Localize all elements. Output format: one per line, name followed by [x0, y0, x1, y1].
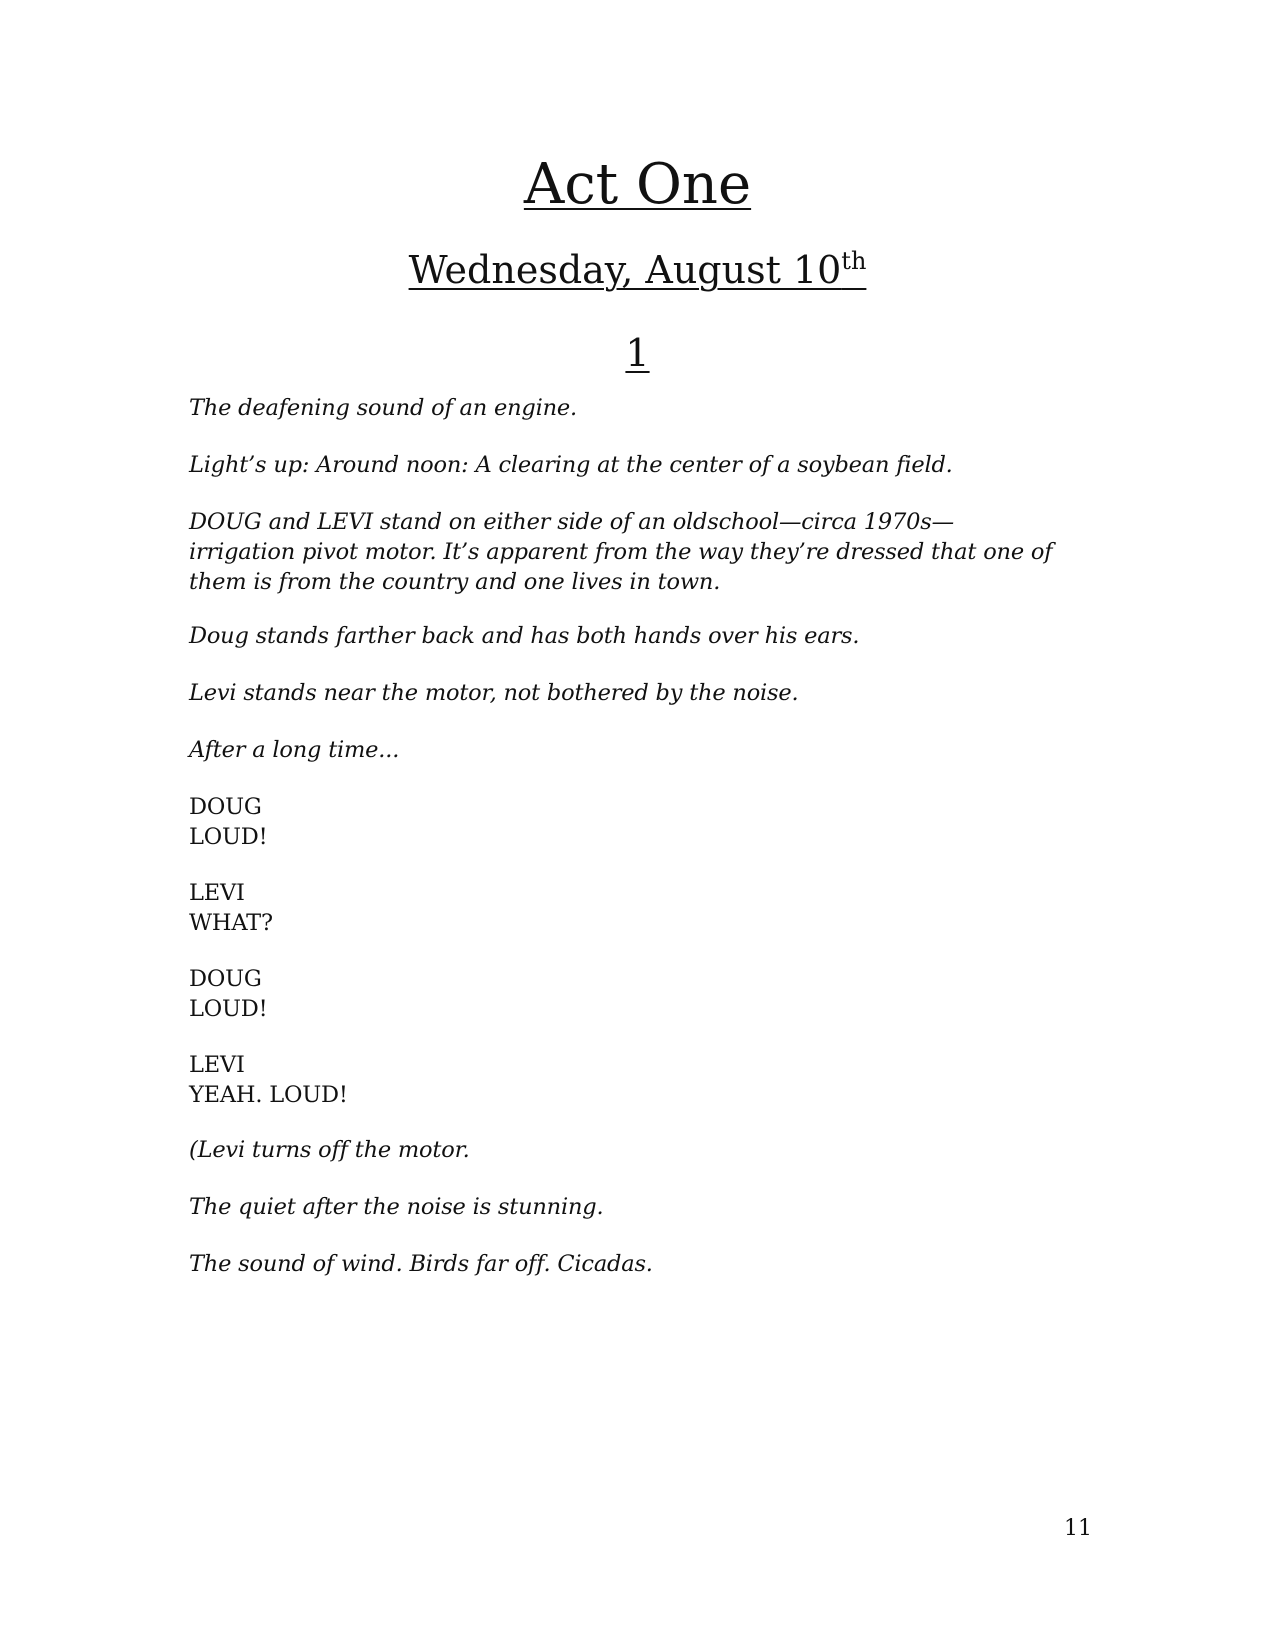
act-title — [0, 150, 1275, 220]
stage-direction: The quiet after the noise is stunning. — [189, 1194, 604, 1220]
stage-direction: (Levi turns off the motor. — [189, 1137, 470, 1163]
date-heading-text — [409, 248, 867, 292]
dialogue-line: YEAH. LOUD! — [189, 1082, 348, 1108]
scene-number-text: 1 — [625, 331, 650, 375]
speaker-name: DOUG — [189, 966, 262, 992]
dialogue-block — [189, 1050, 1089, 1110]
dialogue-block — [189, 792, 1089, 852]
dialogue-block — [189, 964, 1089, 1024]
stage-direction: Levi stands near the motor, not bothered by the noise. — [189, 680, 799, 706]
dialogue-line: LOUD! — [189, 824, 268, 850]
stage-direction: After a long time... — [189, 737, 400, 763]
speaker-name: LEVI — [189, 1052, 245, 1078]
stage-direction-line: them is from the country and one lives in town. — [189, 569, 721, 595]
page-number: 11 — [1064, 1516, 1092, 1541]
stage-direction-line: DOUG and LEVI stand on either side of an oldschool—circa 1970s— — [189, 509, 954, 535]
stage-direction-line: irrigation pivot motor. It’s apparent from the way they’re dressed that one of — [189, 539, 1053, 565]
scene-number — [0, 328, 1275, 378]
dialogue-block — [189, 878, 1089, 938]
date-heading — [0, 245, 1275, 295]
date-main: Wednesday, August 10 — [408, 248, 842, 292]
speaker-name: LEVI — [189, 880, 245, 906]
stage-direction — [189, 507, 1089, 597]
stage-direction: Light’s up: Around noon: A clearing at the center of a soybean field. — [189, 452, 953, 478]
dialogue-line: WHAT? — [189, 910, 273, 936]
stage-direction: The deafening sound of an engine. — [189, 395, 577, 421]
dialogue-line: LOUD! — [189, 996, 268, 1022]
stage-direction: The sound of wind. Birds far off. Cicadas. — [189, 1251, 653, 1277]
date-suffix: th — [841, 247, 867, 275]
speaker-name: DOUG — [189, 794, 262, 820]
act-title-text: Act One — [523, 152, 752, 217]
stage-direction: Doug stands farther back and has both hands over his ears. — [189, 623, 860, 649]
